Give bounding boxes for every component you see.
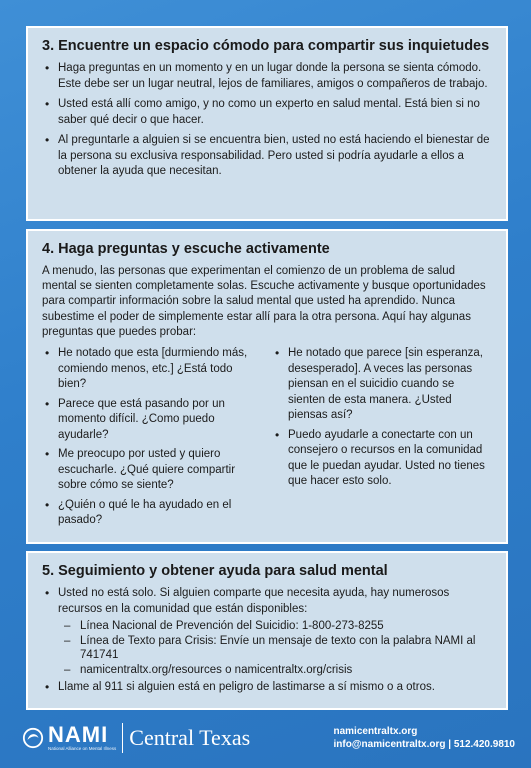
section-3-list bbox=[42, 61, 492, 180]
logo-divider bbox=[122, 723, 123, 753]
footer bbox=[22, 718, 515, 758]
list-item: • Al preguntarle a alguien si se encuentra bien, usted no está haciendo el bienestar de la persona su exclusiva responsabilidad. Pero usted si podría ayudarle a ellos a obtener la ayuda que necesitan. bbox=[42, 133, 492, 180]
logo-text-block bbox=[48, 724, 116, 752]
nami-swirl-icon bbox=[22, 727, 44, 749]
list-item: • He notado que parece [sin esperanza, desesperado]. A veces las personas piensan en el suicidio cuando se sienten de esta manera. ¿Usted piensas así? bbox=[272, 346, 492, 424]
resource-item: – namicentraltx.org/resources o namicentraltx.org/crisis bbox=[64, 663, 492, 678]
logo-nami-text: NAMI bbox=[48, 722, 109, 747]
section-4-title: 4. Haga preguntas y escuche activamente bbox=[42, 241, 330, 257]
question-list-right bbox=[272, 346, 492, 533]
question-list-left bbox=[42, 346, 262, 533]
resource-list bbox=[42, 619, 492, 677]
list-item: • ¿Quién o qué le ha ayudado en el pasado? bbox=[42, 498, 262, 529]
list-item: • Haga preguntas en un momento y en un lugar donde la persona se sienta cómodo. Este debe ser un lugar neutral, lejos de familiares, amigos o compañeros de trabajo. bbox=[42, 61, 492, 92]
contact-info bbox=[333, 725, 515, 751]
logo-tagline: National Alliance on Mental Illness bbox=[48, 746, 117, 751]
list-item-text: Usted no está solo. Si alguien comparte que necesita ayuda, hay numerosos recursos en la comunidad que están disponibles: bbox=[58, 587, 450, 615]
resource-item: – Línea de Texto para Crisis: Envíe un mensaje de texto con la palabra NAMI al 741741 bbox=[64, 634, 492, 663]
section-3-card bbox=[26, 26, 508, 221]
section-3-title: 3. Encuentre un espacio cómodo para compartir sus inquietudes bbox=[42, 38, 490, 54]
list-item: • Me preocupo por usted y quiero escucharle. ¿Qué quiere compartir sobre cómo se siente? bbox=[42, 447, 262, 494]
list-item: • Llame al 911 si alguien está en peligro de lastimarse a sí mismo o a otros. bbox=[42, 680, 492, 696]
section-4-intro: A menudo, las personas que experimentan el comienzo de un problema de salud mental se sienten completamente solas. Escuche activamente y busque oportunidades para compartir información sobre la salud mental que usted ha aprendido. Nunca subestime el poder de simplemente estar allí para la otra persona. Aquí hay algunas preguntas que puedes probar: bbox=[42, 265, 486, 338]
list-item: • Usted está allí como amigo, y no como un experto en salud mental. Está bien si no saber qué decir o que hacer. bbox=[42, 97, 492, 128]
list-item: • Puedo ayudarle a conectarte con un consejero o recursos en la comunidad que le puedan ayudar. Usted no tienes que hacer esto solo. bbox=[272, 428, 492, 490]
list-item: • Parece que está pasando por un momento difícil. ¿Como puedo ayudarle? bbox=[42, 397, 262, 444]
question-columns bbox=[42, 346, 492, 533]
resource-item: – Línea Nacional de Prevención del Suicidio: 1-800-273-8255 bbox=[64, 619, 492, 634]
section-5-title: 5. Seguimiento y obtener ayuda para salud mental bbox=[42, 563, 388, 579]
contact-line: info@namicentraltx.org | 512.420.9810 bbox=[333, 739, 515, 750]
list-item: • He notado que esta [durmiendo más, comiendo menos, etc.] ¿Está todo bien? bbox=[42, 346, 262, 393]
website-link[interactable]: namicentraltx.org bbox=[333, 726, 418, 737]
section-4-card bbox=[26, 229, 508, 544]
section-5-card bbox=[26, 551, 508, 710]
logo-central-texas: Central Texas bbox=[129, 725, 251, 750]
section-5-list bbox=[42, 586, 492, 617]
nami-logo bbox=[22, 723, 250, 753]
list-item bbox=[42, 586, 492, 617]
section-5-list-2 bbox=[42, 680, 492, 696]
